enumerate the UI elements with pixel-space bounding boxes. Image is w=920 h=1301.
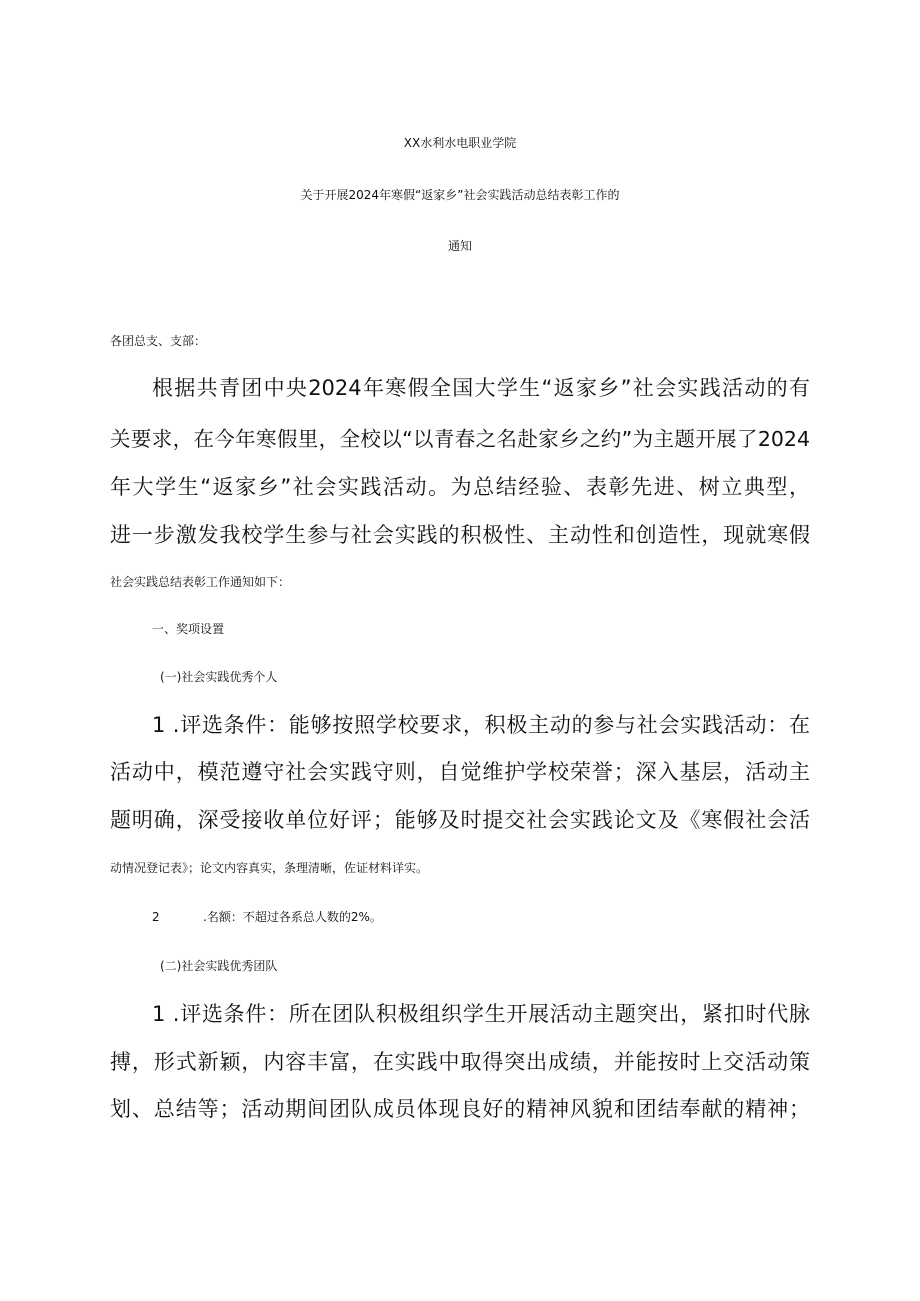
title-line-1: XX水利水电职业学院	[403, 136, 517, 150]
title-line-2: 关于开展2024年寒假“返家乡”社会实践活动总结表彰工作的	[300, 188, 620, 202]
intro-line-5: 社会实践总结表彰工作通知如下：	[110, 575, 291, 589]
sub2-item1-line-1: 1 .评选条件：所在团队积极组织学生开展活动主题突出，紧扣时代脉	[152, 1002, 810, 1026]
intro-line-3: 年大学生“返家乡”社会实践活动。为总结经验、表彰先进、树立典型，	[110, 475, 810, 499]
intro-line-4: 进一步激发我校学生参与社会实践的积极性、主动性和创造性，现就寒假	[110, 523, 810, 547]
sub1-item2-text: .名额：不超过各系总人数的2%。	[203, 910, 382, 924]
intro-line-1: 根据共青团中央2024年寒假全国大学生“返家乡”社会实践活动的有	[152, 376, 810, 400]
sub1-item1-line-4: 动情况登记表》；论文内容真实，条理清晰，佐证材料详实。	[110, 861, 429, 875]
title-line-3: 通知	[447, 239, 472, 253]
salutation: 各团总支、支部：	[110, 334, 207, 348]
sub1-item1-line-3: 题明确，深受接收单位好评；能够及时提交社会实践论文及《寒假社会活	[110, 808, 810, 832]
sub2-item1-line-3: 划、总结等；活动期间团队成员体现良好的精神风貌和团结奉献的精神；	[110, 1097, 810, 1121]
subsection-2-heading: (二)社会实践优秀团队	[160, 959, 278, 973]
section-1-heading: 一、奖项设置	[152, 622, 225, 636]
sub1-item1-line-1: 1 .评选条件：能够按照学校要求，积极主动的参与社会实践活动：在	[152, 713, 810, 737]
sub1-item2-number: 2	[152, 910, 160, 924]
sub2-item1-line-2: 搏，形式新颖，内容丰富，在实践中取得突出成绩，并能按时上交活动策	[110, 1050, 810, 1074]
subsection-1-heading: (一)社会实践优秀个人	[160, 670, 278, 684]
intro-line-2: 关要求，在今年寒假里，全校以“以青春之名赴家乡之约”为主题开展了2024	[110, 427, 810, 451]
sub1-item1-line-2: 活动中，模范遵守社会实践守则，自觉维护学校荣誉；深入基层，活动主	[110, 760, 810, 784]
